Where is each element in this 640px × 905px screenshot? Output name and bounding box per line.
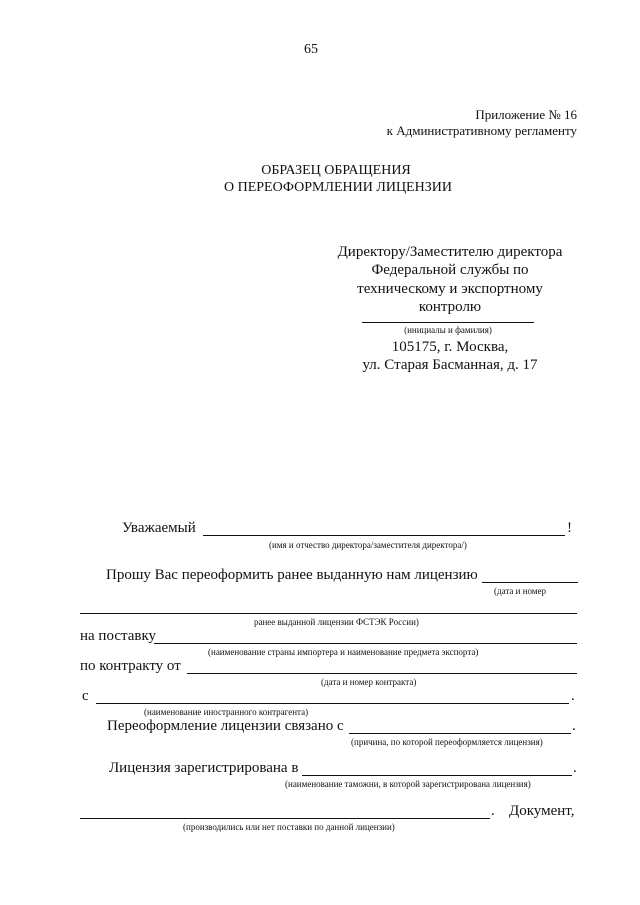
- appendix-number: Приложение № 16: [475, 107, 577, 122]
- license-continuation-underline: [80, 613, 577, 614]
- supply-label: на поставку: [80, 628, 157, 644]
- title-line-2: О ПЕРЕОФОРМЛЕНИИ ЛИЦЕНЗИИ: [224, 180, 452, 195]
- customs-caption: (наименование таможни, в которой зарегистрирована лицензия): [285, 779, 531, 789]
- page-number: 65: [304, 42, 318, 57]
- license-number-underline: [482, 582, 578, 583]
- customs-underline: [302, 775, 572, 776]
- addressee-line-2: Федеральной службы по: [371, 262, 529, 278]
- greeting-exclamation: !: [567, 520, 572, 536]
- addressee-line-3: техническому и экспортному: [357, 281, 543, 297]
- registered-text: Лицензия зарегистрирована в: [109, 760, 299, 776]
- counterparty-period: .: [571, 688, 575, 704]
- license-caption-a: (дата и номер: [494, 586, 547, 596]
- document-word: Документ,: [509, 803, 575, 819]
- deliveries-underline: [80, 818, 490, 819]
- greeting-underline: [203, 535, 565, 536]
- contract-underline: [187, 673, 577, 674]
- address-line-2: ул. Старая Басманная, д. 17: [362, 357, 538, 373]
- initials-underline: [362, 322, 534, 323]
- addressee-line-4: контролю: [418, 299, 482, 315]
- deliveries-period: .: [491, 803, 495, 819]
- reason-period: .: [572, 718, 576, 734]
- greeting-caption: (имя и отчество директора/заместителя директора/): [269, 540, 467, 550]
- counterparty-underline: [96, 703, 569, 704]
- greeting: Уважаемый: [122, 520, 196, 536]
- contract-label: по контракту от: [80, 658, 181, 674]
- address-line-1: 105175, г. Москва,: [391, 339, 509, 355]
- license-caption-b: ранее выданной лицензии ФСТЭК России): [254, 617, 419, 627]
- counterparty-caption: (наименование иностранного контрагента): [144, 707, 309, 717]
- reason-text: Переоформление лицензии связано с: [107, 718, 344, 734]
- contract-caption: (дата и номер контракта): [321, 677, 417, 687]
- initials-caption: (инициалы и фамилия): [404, 325, 492, 335]
- deliveries-caption: (производились или нет поставки по данной лицензии): [183, 822, 395, 832]
- appendix-regulation: к Административному регламенту: [386, 123, 577, 138]
- title-line-1: ОБРАЗЕЦ ОБРАЩЕНИЯ: [261, 163, 411, 178]
- customs-period: .: [573, 760, 577, 776]
- reason-caption: (причина, по которой переоформляется лицензия): [351, 737, 543, 747]
- reason-underline: [349, 733, 571, 734]
- with-label: с: [82, 688, 89, 704]
- supply-caption: (наименование страны импортера и наименование предмета экспорта): [208, 647, 479, 657]
- request-text: Прошу Вас переоформить ранее выданную нам лицензию: [106, 567, 478, 583]
- supply-underline: [154, 643, 577, 644]
- addressee-line-1: Директору/Заместителю директора: [337, 244, 563, 260]
